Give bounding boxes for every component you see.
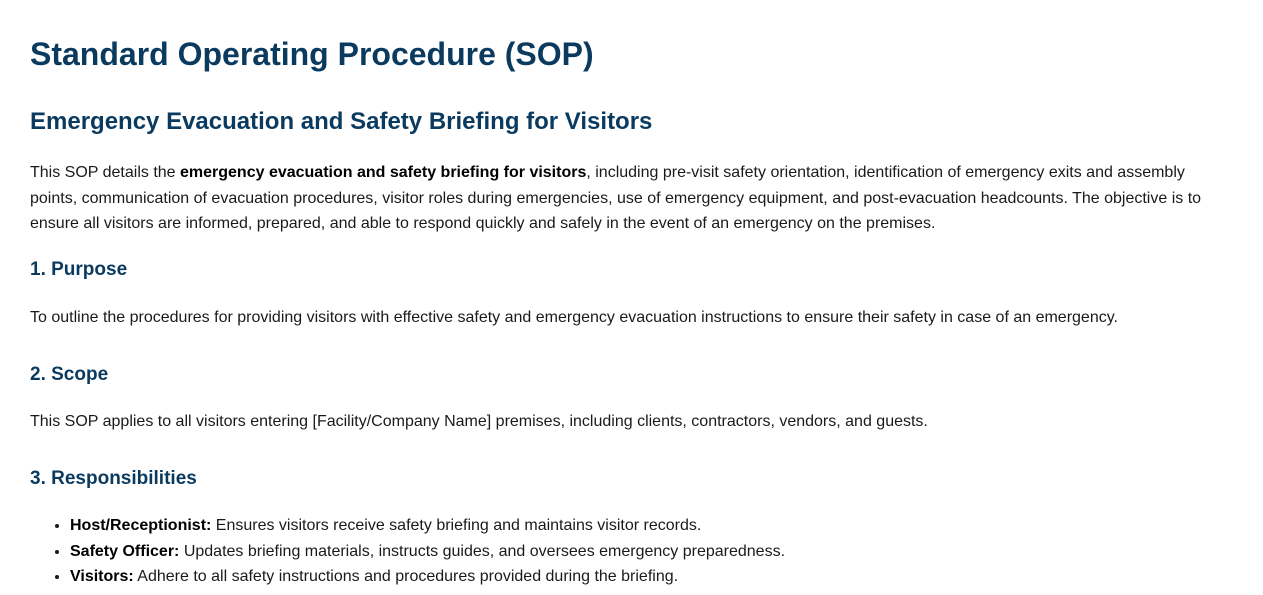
section-text-scope: This SOP applies to all visitors entering [Facility/Company Name] premises, including clients, contractors, vendors, and guests.: [30, 413, 928, 430]
list-item: [70, 539, 785, 565]
intro-paragraph: [30, 160, 1230, 237]
list-item: [70, 564, 785, 590]
role-description: Adhere to all safety instructions and procedures provided during the briefing.: [133, 568, 679, 585]
responsibilities-list: [30, 513, 785, 590]
role-description: Updates briefing materials, instructs guides, and oversees emergency preparedness.: [179, 542, 786, 560]
section-heading-scope: 2. Scope: [30, 364, 109, 385]
list-item: [70, 513, 785, 539]
section-heading-purpose: 1. Purpose: [30, 259, 128, 280]
role-description: Ensures visitors receive safety briefing and maintains visitor records.: [211, 517, 702, 534]
intro-bold-text: emergency evacuation and safety briefing for visitors: [180, 164, 587, 181]
role-label: Safety Officer:: [70, 542, 180, 560]
document-subtitle: Emergency Evacuation and Safety Briefing for Visitors: [30, 108, 653, 135]
role-label: Host/Receptionist:: [70, 517, 212, 534]
intro-prefix: This SOP details the: [30, 164, 180, 181]
role-label: Visitors:: [70, 568, 134, 585]
intro-suffix: , including pre-visit safety orientation, identification of emergency exits and assembly points, communication of evacuation procedures, visitor roles during emergencies, use of emergency equipment, and post-evacuation headcounts. The objective is to ensure all visitors are informed, prepared, and able to respond quickly and safely in the event of an emergency on the premises.: [30, 164, 1202, 232]
page-title: Standard Operating Procedure (SOP): [30, 36, 594, 72]
section-text-purpose: To outline the procedures for providing visitors with effective safety and emergency evacuation instructions to ensure their safety in case of an emergency.: [30, 309, 1118, 326]
section-heading-responsibilities: 3. Responsibilities: [30, 468, 197, 489]
